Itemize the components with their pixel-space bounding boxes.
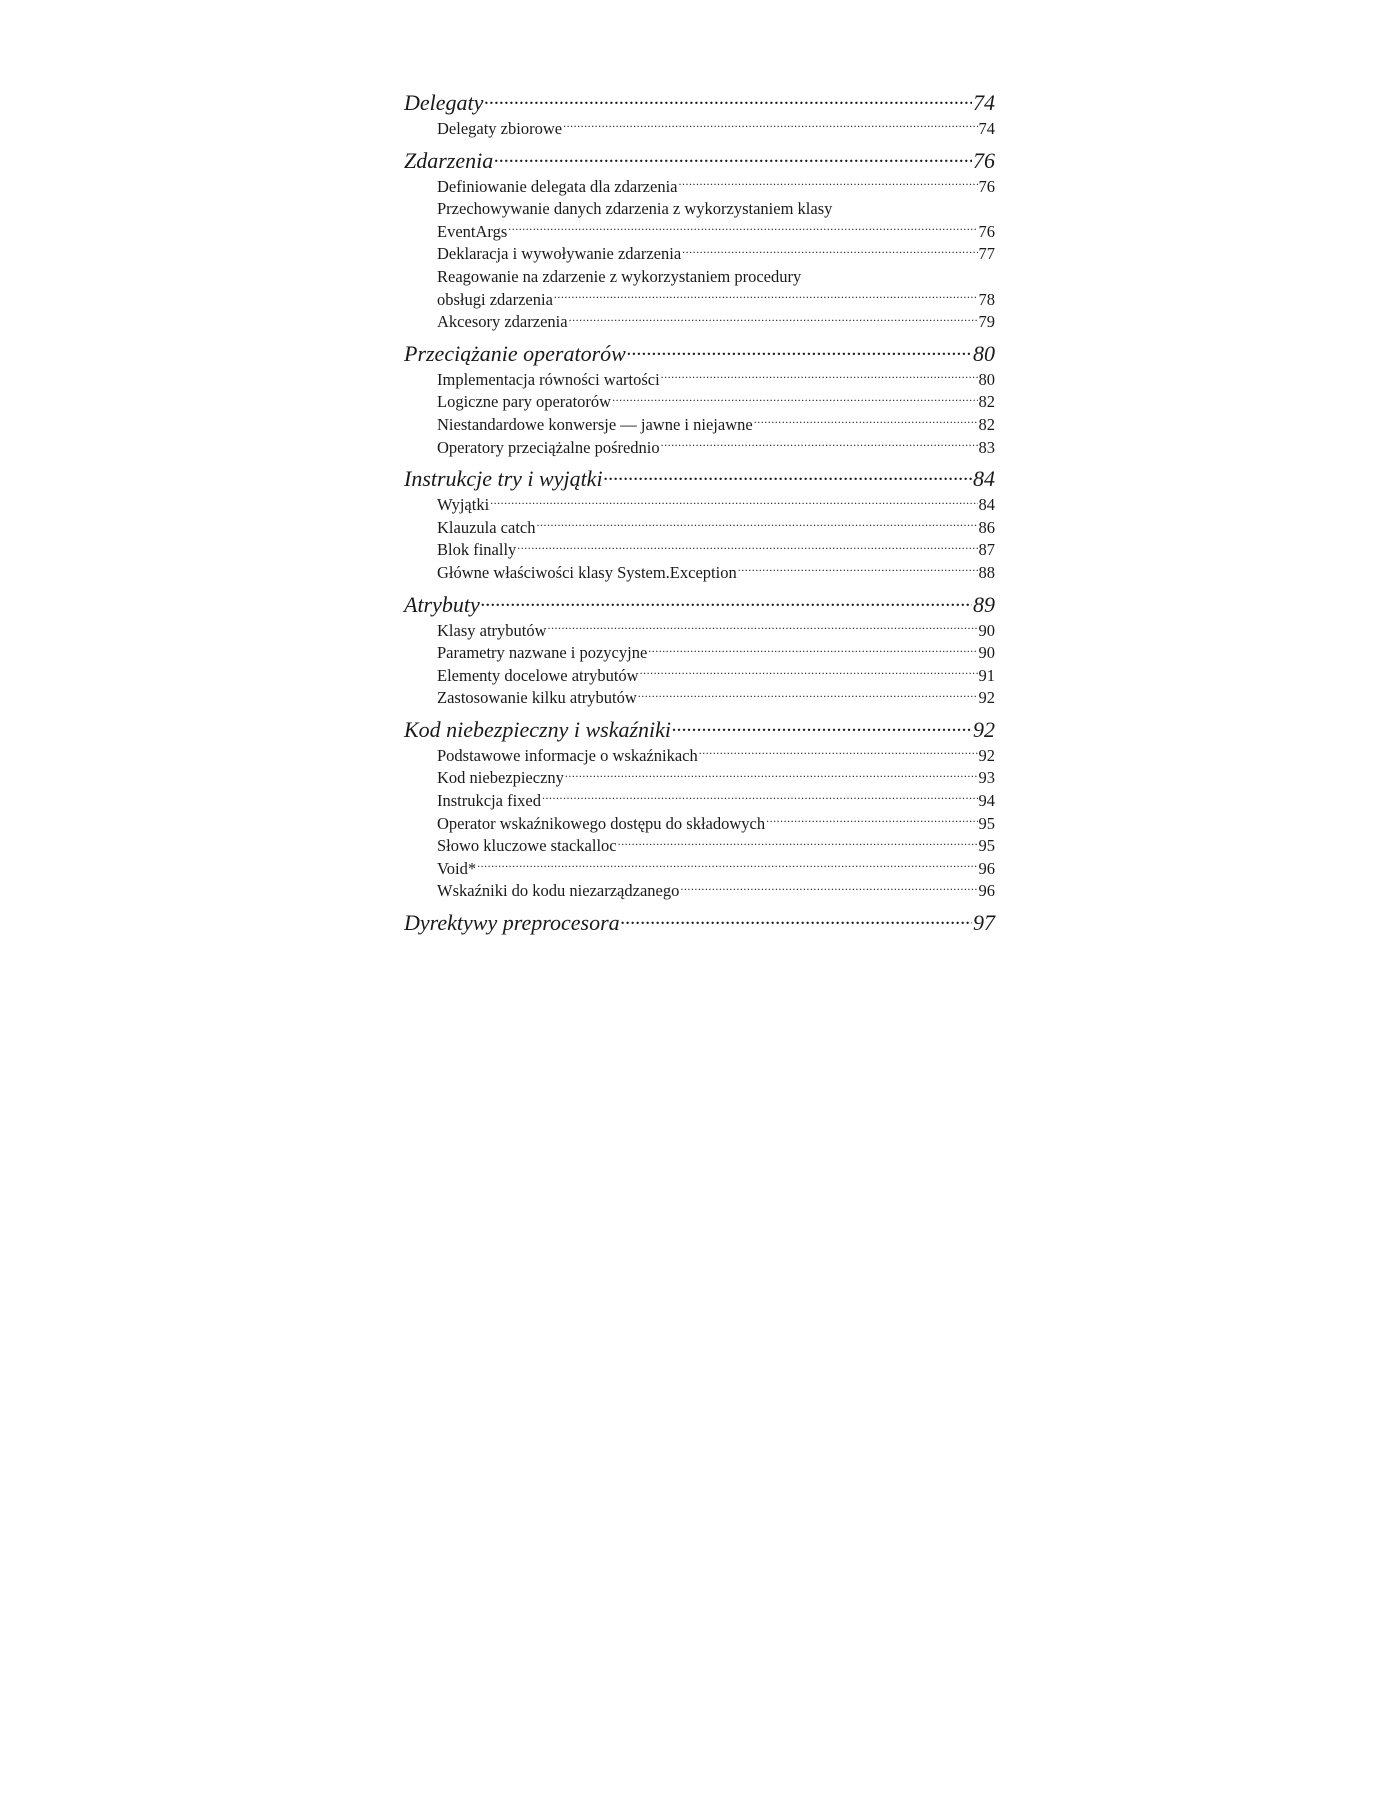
toc-section	[404, 590, 995, 710]
dot-leader	[618, 835, 978, 851]
toc-heading-page: 74	[973, 90, 995, 115]
toc-entry-label: Wyjątki	[437, 495, 490, 515]
toc-heading-page: 92	[973, 716, 995, 742]
toc-entry-label: Deklaracja i wywoływanie zdarzenia	[437, 244, 682, 264]
toc-entry-page: 90	[978, 620, 995, 640]
toc-entry[interactable]	[404, 858, 995, 881]
toc-heading-page: 89	[973, 591, 995, 617]
toc-entry[interactable]	[404, 437, 995, 460]
dot-leader	[738, 562, 978, 578]
toc-entry-page: 88	[978, 562, 995, 582]
dot-leader	[604, 464, 972, 486]
toc-section	[404, 339, 995, 459]
toc-entry[interactable]	[404, 539, 995, 562]
toc-entry[interactable]	[404, 494, 995, 517]
toc-entry[interactable]	[404, 289, 995, 312]
toc-entry[interactable]	[404, 665, 995, 688]
toc-entry-page: 92	[978, 688, 995, 708]
toc-heading-page: 76	[973, 147, 995, 173]
dot-leader	[640, 665, 978, 681]
toc-heading-title: Atrybuty	[404, 591, 480, 617]
toc-entry[interactable]	[404, 813, 995, 836]
toc-entry-label: Klasy atrybutów	[437, 620, 547, 640]
toc-entry-page: 74	[978, 119, 995, 138]
toc-heading-title: Zdarzenia	[404, 147, 494, 173]
toc-heading-title: Dyrektywy preprocesora	[404, 910, 620, 936]
toc-entry[interactable]	[404, 880, 995, 903]
toc-entry-page: 93	[978, 768, 995, 788]
toc-entry-label: Logiczne pary operatorów	[437, 392, 612, 412]
toc-heading[interactable]	[404, 339, 995, 369]
toc-entry-label: Akcesory zdarzenia	[437, 312, 568, 332]
dot-leader	[563, 118, 977, 134]
toc-entry-label: Wskaźniki do kodu niezarządzanego	[437, 881, 680, 901]
dot-leader	[612, 391, 977, 407]
dot-leader	[569, 311, 978, 327]
toc-entry-label: Podstawowe informacje o wskaźnikach	[437, 745, 698, 765]
dot-leader	[682, 243, 977, 259]
toc-heading-page: 80	[973, 340, 995, 366]
toc-entry-label: EventArgs	[437, 221, 508, 241]
toc-entry[interactable]	[404, 517, 995, 540]
toc-entry-page: 96	[978, 881, 995, 901]
toc-entry-page: 86	[978, 517, 995, 537]
dot-leader	[542, 790, 977, 806]
toc-section	[404, 464, 995, 584]
toc-entry-label: Delegaty zbiorowe	[437, 119, 563, 138]
toc-entry[interactable]	[404, 790, 995, 813]
dot-leader	[680, 880, 977, 896]
toc-entry-page: 83	[978, 437, 995, 457]
toc-entry[interactable]	[404, 311, 995, 334]
toc-heading-title: Delegaty	[404, 90, 484, 115]
toc-entry-page: 76	[978, 221, 995, 241]
toc-heading[interactable]	[404, 590, 995, 620]
toc-section	[404, 88, 995, 141]
toc-heading[interactable]	[404, 908, 995, 938]
dot-leader	[766, 813, 977, 829]
dot-leader	[508, 221, 977, 237]
dot-leader	[627, 339, 972, 361]
dot-leader	[517, 539, 977, 555]
toc-section	[404, 146, 995, 334]
toc-entry-page: 80	[978, 369, 995, 389]
toc-entry[interactable]	[404, 687, 995, 710]
toc-entry-label: Elementy docelowe atrybutów	[437, 665, 639, 685]
toc-entry-page: 77	[978, 244, 995, 264]
toc-entry[interactable]	[404, 562, 995, 585]
toc-entry-label: Główne właściwości klasy System.Exception	[437, 562, 737, 582]
toc-entry-label: Niestandardowe konwersje — jawne i niejawne	[437, 414, 753, 434]
toc-entry-label: Kod niebezpieczny	[437, 768, 564, 788]
toc-entry[interactable]	[404, 176, 995, 199]
toc-entry-page: 92	[978, 745, 995, 765]
dot-leader	[548, 620, 978, 636]
toc-entry[interactable]	[404, 221, 995, 244]
toc-heading-page: 97	[973, 910, 995, 936]
dot-leader	[477, 858, 977, 874]
toc-heading[interactable]	[404, 146, 995, 176]
toc-entry-label-line1: Reagowanie na zdarzenie z wykorzystaniem procedury	[437, 266, 802, 286]
toc-entry-label-line1: Przechowywanie danych zdarzenia z wykorzystaniem klasy	[437, 199, 833, 219]
dot-leader	[621, 908, 972, 930]
toc-heading-title: Kod niebezpieczny i wskaźniki	[404, 716, 672, 742]
toc-heading[interactable]	[404, 88, 995, 118]
toc-entry-page: 87	[978, 540, 995, 560]
toc-entry-label: Słowo kluczowe stackalloc	[437, 836, 617, 856]
toc-entry[interactable]	[404, 835, 995, 858]
dot-leader	[672, 715, 972, 737]
toc-section	[404, 715, 995, 903]
table-of-contents	[404, 88, 995, 938]
toc-entry[interactable]	[404, 620, 995, 643]
toc-entry[interactable]	[404, 243, 995, 266]
toc-entry[interactable]	[404, 767, 995, 790]
toc-entry-page: 95	[978, 836, 995, 856]
toc-entry[interactable]	[404, 118, 995, 141]
dot-leader	[536, 517, 977, 533]
toc-entry-label: Void*	[437, 858, 477, 878]
toc-entry-page: 94	[978, 791, 995, 811]
toc-entry-page: 82	[978, 392, 995, 412]
dot-leader	[754, 414, 978, 430]
dot-leader	[648, 642, 977, 658]
toc-entry-page: 96	[978, 858, 995, 878]
toc-entry-page: 91	[978, 665, 995, 685]
dot-leader	[484, 88, 972, 110]
dot-leader	[679, 176, 978, 192]
toc-heading[interactable]	[404, 715, 995, 745]
toc-entry-page: 90	[978, 643, 995, 663]
toc-entry-page: 95	[978, 813, 995, 833]
dot-leader	[481, 590, 972, 612]
toc-entry-page: 76	[978, 176, 995, 196]
toc-entry-page: 79	[978, 312, 995, 332]
dot-leader	[638, 687, 978, 703]
dot-leader	[699, 745, 978, 761]
toc-entry-label: Definiowanie delegata dla zdarzenia	[437, 176, 678, 196]
toc-entry-label: Instrukcja fixed	[437, 791, 542, 811]
toc-entry-page: 78	[978, 289, 995, 309]
toc-entry-label: Parametry nazwane i pozycyjne	[437, 643, 648, 663]
toc-entry[interactable]	[404, 642, 995, 665]
toc-heading[interactable]	[404, 464, 995, 494]
dot-leader	[554, 289, 978, 305]
toc-entry-label: Zastosowanie kilku atrybutów	[437, 688, 637, 708]
toc-heading-title: Instrukcje try i wyjątki	[404, 466, 603, 492]
dot-leader	[661, 437, 978, 453]
toc-entry[interactable]	[404, 745, 995, 768]
toc-entry-label: Blok finally	[437, 540, 517, 560]
dot-leader	[565, 767, 978, 783]
toc-entry-page: 82	[978, 414, 995, 434]
dot-leader	[490, 494, 977, 510]
toc-heading-page: 84	[973, 466, 995, 492]
toc-entry-label: Klauzula catch	[437, 517, 536, 537]
toc-section	[404, 908, 995, 938]
toc-heading-title: Przeciążanie operatorów	[404, 340, 626, 366]
toc-entry-label: obsługi zdarzenia	[437, 289, 553, 309]
toc-entry-label: Implementacja równości wartości	[437, 369, 660, 389]
dot-leader	[661, 369, 978, 385]
toc-entry[interactable]	[404, 369, 995, 392]
toc-entry[interactable]	[404, 414, 995, 437]
toc-entry[interactable]	[404, 391, 995, 414]
toc-entry-label: Operatory przeciążalne pośrednio	[437, 437, 660, 457]
dot-leader	[494, 146, 972, 168]
toc-entry-page: 84	[978, 495, 995, 515]
toc-entry-label: Operator wskaźnikowego dostępu do składowych	[437, 813, 766, 833]
